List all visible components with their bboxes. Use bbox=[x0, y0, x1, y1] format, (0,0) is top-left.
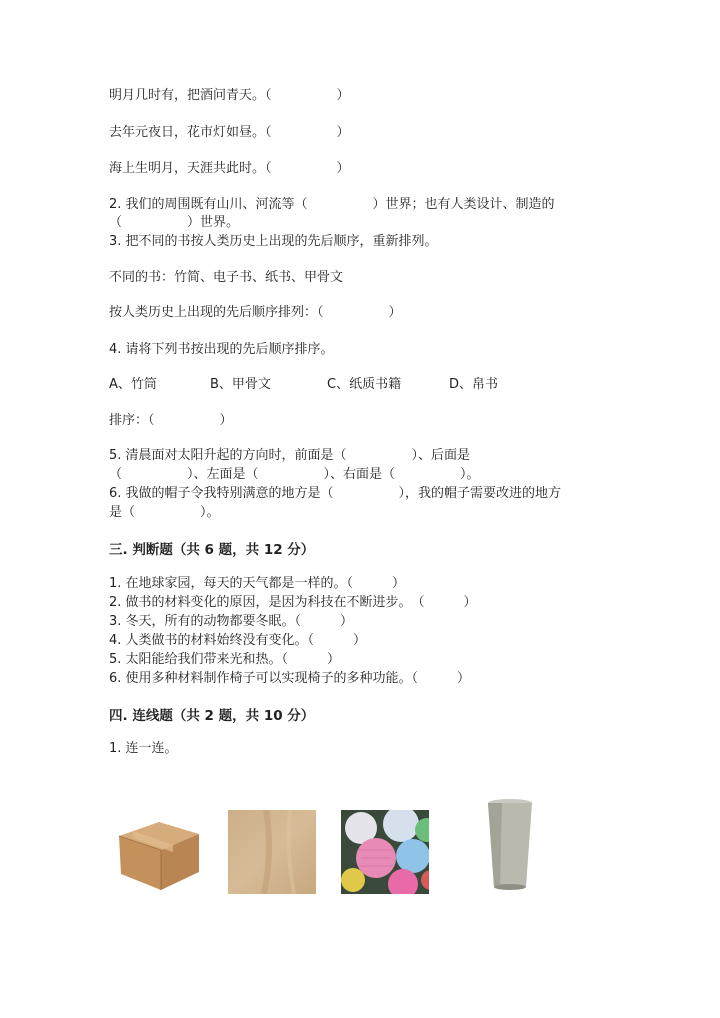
judge-item-4: 4. 人类做书的材料始终没有变化。（ ） bbox=[109, 633, 367, 648]
judge-item-3: 3. 冬天，所有的动物都要冬眠。（ ） bbox=[109, 614, 354, 629]
judge-item-2: 2. 做书的材料变化的原因，是因为科技在不断进步。 （ ） bbox=[109, 595, 477, 610]
judge-item-5: 5. 太阳能给我们带来光和热。（ ） bbox=[109, 652, 341, 667]
q3-prompt: 3. 把不同的书按人类历史上出现的先后顺序，重新排列。 bbox=[109, 234, 438, 249]
q5-line-1: 5. 清晨面对太阳升起的方向时，前面是（ ）、后面是 bbox=[109, 448, 471, 463]
kraft-paper-image bbox=[228, 810, 316, 894]
q4-option-c: C、纸质书籍 bbox=[327, 377, 402, 392]
q6-line-2: 是（ ）。 bbox=[109, 505, 220, 520]
section-3-heading: 三. 判断题（共 6 题，共 12 分） bbox=[109, 542, 315, 558]
q4-prompt: 4. 请将下列书按出现的先后顺序排序。 bbox=[109, 342, 334, 357]
paper-lanterns-image bbox=[341, 810, 429, 894]
match-question-1: 1. 连一连。 bbox=[109, 741, 178, 756]
q5-line-2: （ ）、左面是（ ）、右面是（ ）。 bbox=[109, 467, 480, 482]
q2-line-2: （ ）世界。 bbox=[109, 215, 240, 230]
paper-cup-image bbox=[480, 795, 540, 895]
q4-option-a: A、竹筒 bbox=[109, 377, 157, 392]
q3-books: 不同的书：竹简、电子书、纸书、甲骨文 bbox=[109, 270, 344, 285]
judge-item-1: 1. 在地球家园，每天的天气都是一样的。（ ） bbox=[109, 576, 406, 591]
q6-line-1: 6. 我做的帽子令我特别满意的地方是（ ），我的帽子需要改进的地方 bbox=[109, 486, 562, 501]
q4-answer: 排序：（ ） bbox=[109, 413, 233, 428]
judge-item-6: 6. 使用多种材料制作椅子可以实现椅子的多种功能。（ ） bbox=[109, 671, 471, 686]
poem-line-3: 海上生明月，天涯共此时。（ ） bbox=[109, 161, 350, 176]
q2-line-1: 2. 我们的周围既有山川、河流等（ ）世界；也有人类设计、制造的 bbox=[109, 197, 555, 212]
q4-option-d: D、帛书 bbox=[449, 377, 499, 392]
cardboard-box-image bbox=[115, 810, 203, 894]
poem-line-1: 明月几时有，把酒问青天。（ ） bbox=[109, 88, 350, 103]
q3-order: 按人类历史上出现的先后顺序排列：（ ） bbox=[109, 305, 402, 320]
q4-option-b: B、甲骨文 bbox=[210, 377, 271, 392]
section-4-heading: 四. 连线题（共 2 题，共 10 分） bbox=[109, 708, 315, 724]
poem-line-2: 去年元夜日，花市灯如昼。（ ） bbox=[109, 125, 350, 140]
